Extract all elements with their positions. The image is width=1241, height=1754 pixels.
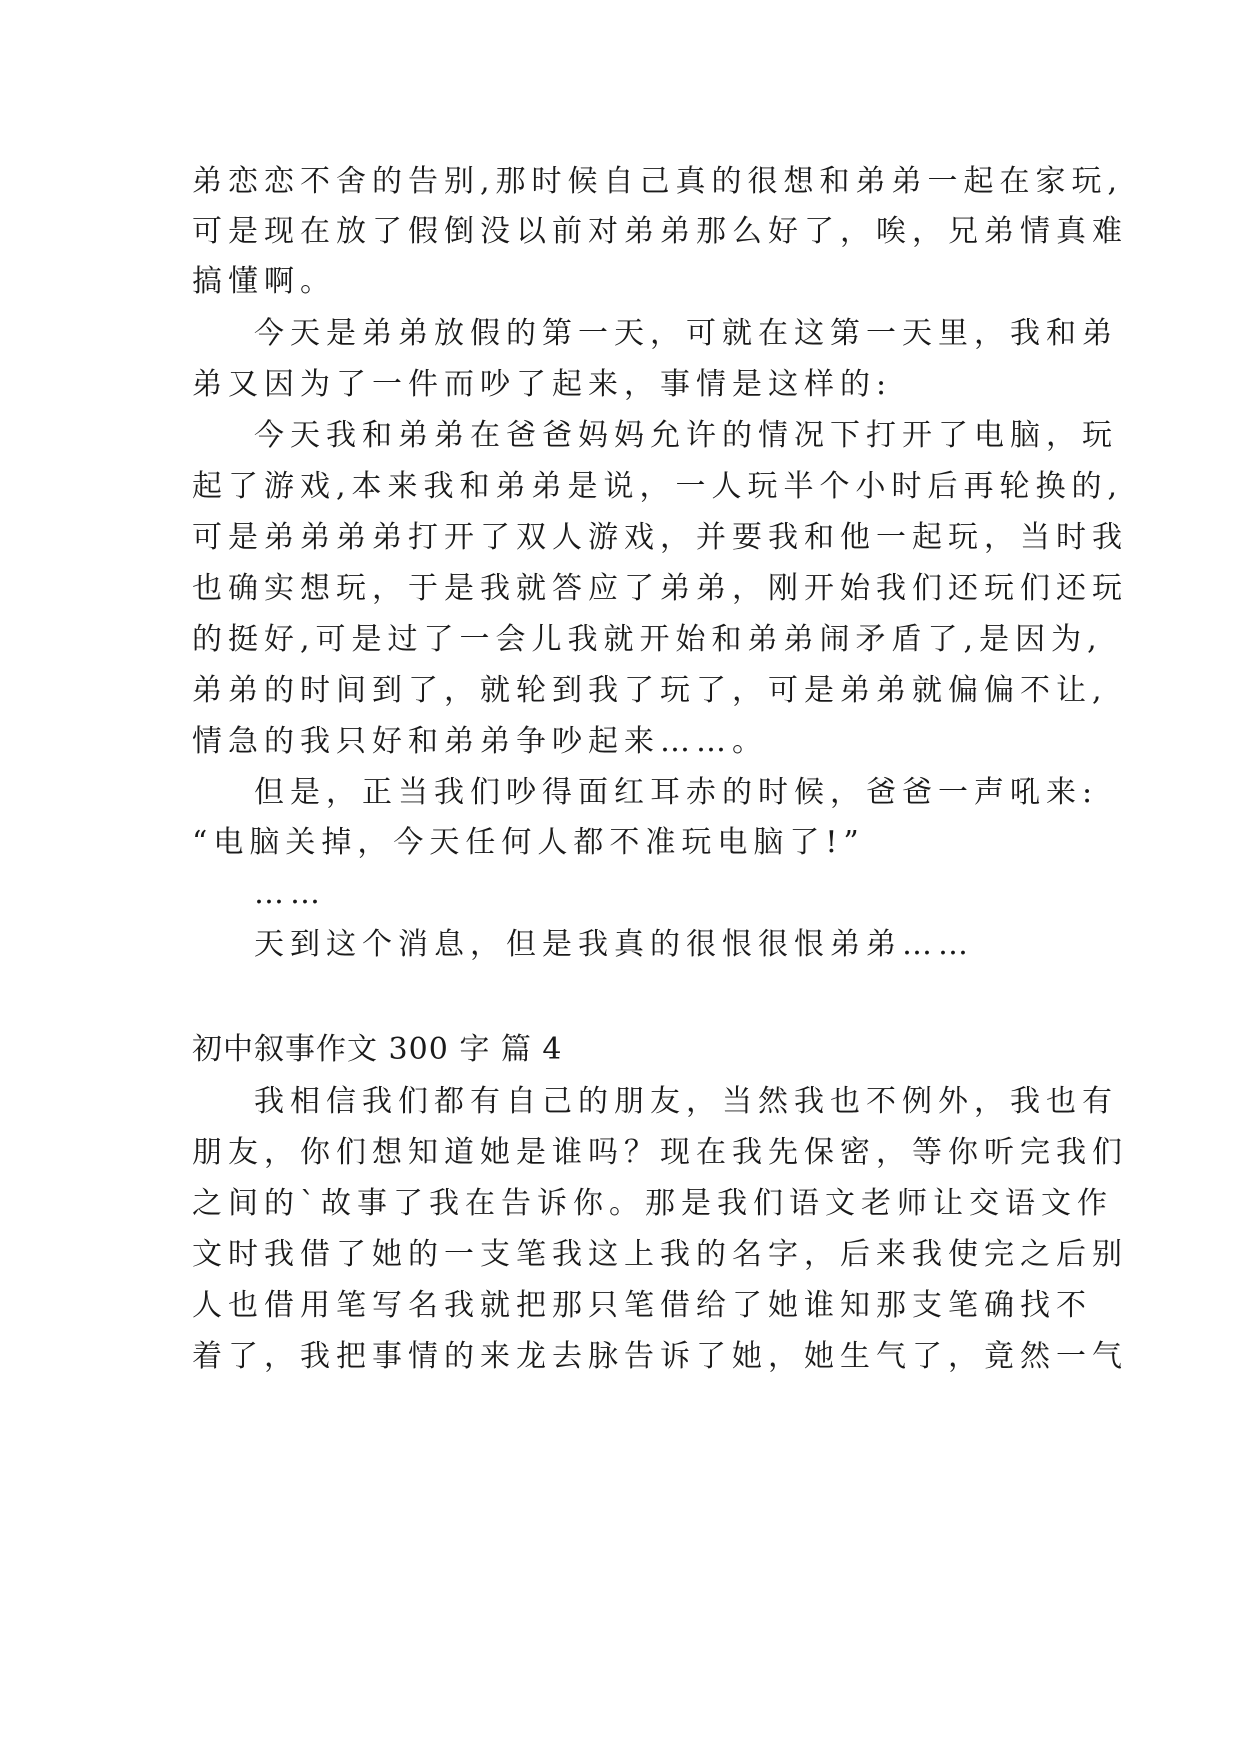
text-line: 可是现在放了假倒没以前对弟弟那么好了，唉，兄弟情真难 [192,214,1128,249]
text-line: 搞懂啊。 [192,264,336,299]
section-heading: 初中叙事作文 300 字 篇 4 [192,1032,563,1067]
text-line: 弟弟的时间到了，就轮到我了玩了，可是弟弟就偏偏不让, [192,673,1108,708]
text-line: 天到这个消息，但是我真的很恨很恨弟弟…… [254,927,974,962]
text-line: 今天我和弟弟在爸爸妈妈允许的情况下打开了电脑，玩 [254,418,1118,453]
text-line: 着了，我把事情的来龙去脉告诉了她，她生气了，竟然一气 [192,1339,1128,1374]
text-line: 但是，正当我们吵得面红耳赤的时候，爸爸一声吼来: [254,775,1099,810]
text-line: 朋友，你们想知道她是谁吗？现在我先保密，等你听完我们 [192,1135,1128,1170]
text-line: 起了游戏,本来我和弟弟是说，一人玩半个小时后再轮换的, [192,469,1124,504]
text-line: 文时我借了她的一支笔我这上我的名字，后来我使完之后别 [192,1237,1128,1272]
text-line: 人也借用笔写名我就把那只笔借给了她谁知那支笔确找不 [192,1288,1092,1323]
text-line: 我相信我们都有自己的朋友，当然我也不例外，我也有 [254,1084,1118,1119]
text-line: 之间的`故事了我在告诉你。那是我们语文老师让交语文作 [192,1186,1113,1221]
text-line: 弟又因为了一件而吵了起来，事情是这样的: [192,367,893,402]
text-line: 也确实想玩，于是我就答应了弟弟，刚开始我们还玩们还玩 [192,571,1128,606]
text-line: 情急的我只好和弟弟争吵起来……。 [192,724,768,759]
text-line: …… [254,876,326,911]
text-line: “电脑关掉，今天任何人都不准玩电脑了!” [192,825,865,860]
text-line: 可是弟弟弟弟打开了双人游戏，并要我和他一起玩，当时我 [192,520,1128,555]
text-line: 弟恋恋不舍的告别,那时候自己真的很想和弟弟一起在家玩, [192,164,1124,199]
text-line: 的挺好,可是过了一会儿我就开始和弟弟闹矛盾了,是因为, [192,622,1103,657]
text-line: 今天是弟弟放假的第一天，可就在这第一天里，我和弟 [254,316,1118,351]
